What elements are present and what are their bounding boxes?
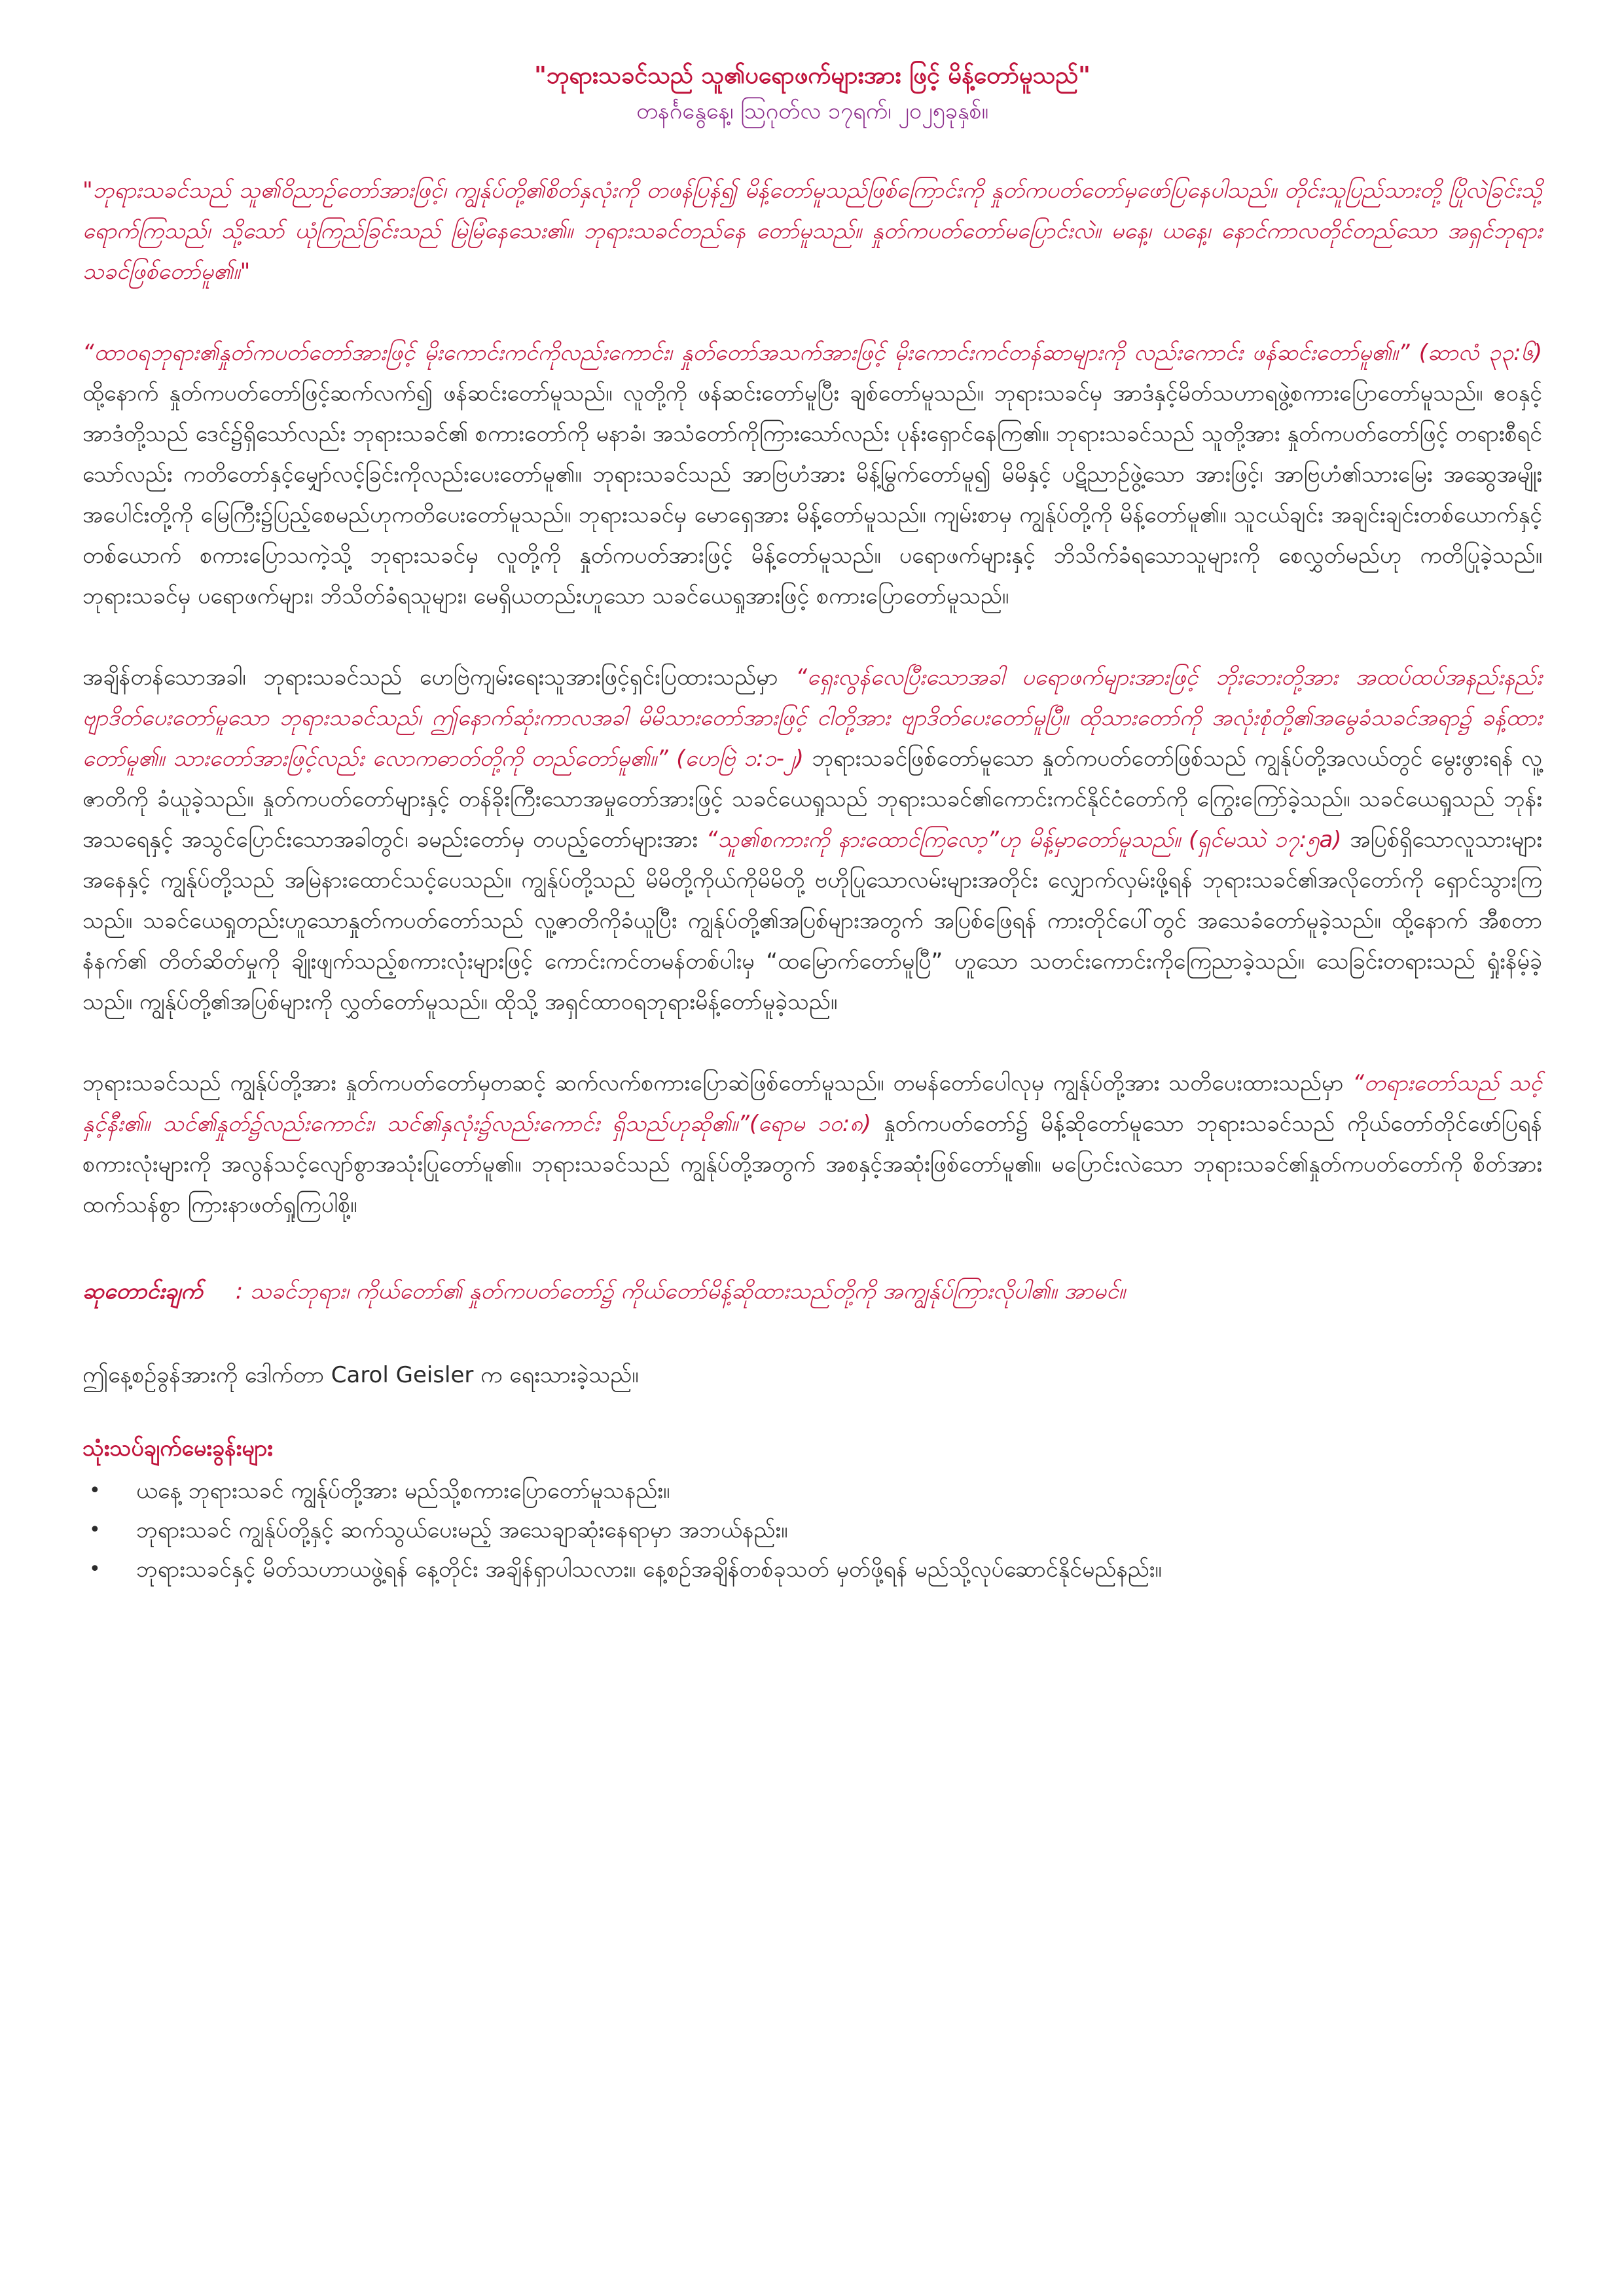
page-date: တနင်္ဂနွေနေ့၊ ဩဂုတ်လ ၁၇ရက်၊ ၂၀၂၅ခုနှစ်။: [636, 98, 988, 124]
author-line: ဤနေ့စဉ်ခွန်အားကို ဒေါက်တာ Carol Geisler က ရေးသားခဲ့သည်။: [82, 1362, 639, 1388]
reflection-question: ယနေ့ ဘုရားသခင် ကျွန်ုပ်တို့အား မည်သို့စကားပြောတော်မူသနည်း။: [136, 1478, 670, 1504]
paragraph-3-text-3: အပြစ်ရှိသောလူသားများအနေနှင့် ကျွန်ုပ်တို့သည် အမြဲနားထောင်သင့်ပေသည်။ ကျွန်ုပ်တို့သည် မိမိတို့ကိုယ်ကိုမိမိတို့ ဗဟိုပြုသောလမ်းများအတိုင်း လျှောက်လှမ်းဖို့ရန် ဘုရားသခင်၏အလိုတော်ကို ရှောင်သွားကြသည်။ သခင်ယေရှုတည်းဟူသောနှုတ်ကပတ်တော်သည် လူ့ဇာတိကိုခံယူပြီး ကျွန်ုပ်တို့၏အပြစ်များအတွက် အပြစ်ဖြေရန် ကားတိုင်ပေါ်တွင် အသေခံတော်မူခဲ့သည်။ ထို့နောက် အီစတာနံနက်၏ တိတ်ဆိတ်မှုကို ချိုးဖျက်သည့်စကားလုံးများဖြင့် ကောင်းကင်တမန်တစ်ပါးမှ “ထမြောက်တော်မူပြီ” ဟူသော သတင်းကောင်းကိုကြေညာခဲ့သည်။ သေခြင်းတရားသည် ရှုံးနိမ့်ခဲ့သည်။ ကျွန်ုပ်တို့၏အပြစ်များကို လွှတ်တော်မူသည်။ ထိုသို့ အရှင်ထာဝရဘုရားမိန့်တော်မူခဲ့သည်။: [82, 827, 1542, 1015]
list-item: [82, 1471, 1542, 1511]
bullet-icon: •: [89, 1479, 101, 1502]
prayer-label: ဆုတောင်းချက်: [82, 1278, 203, 1304]
list-item: [82, 1550, 1542, 1589]
paragraph-1: [82, 170, 1542, 292]
paragraph-3-text-1: အချိန်တန်သောအခါ၊ ဘုရားသခင်သည် ဟေဗြဲကျမ်းရေးသူအားဖြင့်ရှင်းပြထားသည်မှာ: [82, 664, 796, 691]
bullet-icon: •: [89, 1518, 101, 1541]
paragraph-2-quote: “ထာဝရဘုရား၏နှုတ်ကပတ်တော်အားဖြင့် မိုးကောင်းကင်ကိုလည်းကောင်း၊ နှုတ်တော်အသက်အားဖြင့် မိုးကောင်းကင်တန်ဆာများကို လည်းကောင်း ဖန်ဆင်းတော်မူ၏။” (ဆာလံ ၃၃:၆): [82, 340, 1542, 366]
paragraph-4-text-1: ဘုရားသခင်သည် ကျွန်ုပ်တို့အား နှုတ်ကပတ်တော်မှတဆင့် ဆက်လက်စကားပြောဆဲဖြစ်တော်မူသည်။ တမန်တော်ပေါလုမှ ကျွန်ုပ်တို့အား သတိပေးထားသည်မှာ: [82, 1070, 1353, 1096]
reflection-question: ဘုရားသခင်နှင့် မိတ်သဟာယဖွဲ့ရန် နေ့တိုင်း အချိန်ရှာပါသလား။ နေ့စဉ်အချိန်တစ်ခုသတ် မှတ်ဖို့ရန် မည်သို့လုပ်ဆောင်နိုင်မည်နည်း။: [136, 1556, 1162, 1583]
paragraph-1-quote: "ဘုရားသခင်သည် သူ၏ဝိညာဉ်တော်အားဖြင့်၊ ကျွန်ုပ်တို့၏စိတ်နှလုံးကို တဖန်ပြန်၍ မိန့်တော်မူသည်ဖြစ်ကြောင်းကို နှုတ်ကပတ်တော်မှဖော်ပြနေပါသည်။ တိုင်းသူပြည်သားတို့ ပြိုလဲခြင်းသို့ရောက်ကြသည်၊ သို့သော် ယုံကြည်ခြင်းသည် မြဲမြံနေသေး၏။ ဘုရားသခင်တည်နေ တော်မူသည်။ နှုတ်ကပတ်တော်မပြောင်းလဲ။ မနေ့၊ ယနေ့၊ နောင်ကာလတိုင်တည်သော အရှင်ဘုရားသခင်ဖြစ်တော်မူ၏။": [82, 177, 1542, 285]
paragraph-3: [82, 657, 1542, 1022]
prayer-text: : သခင်ဘုရား၊ ကိုယ်တော်၏ နှုတ်ကပတ်တော်၌ ကိုယ်တော်မိန့်ဆိုထားသည်တို့ကို အကျွန်ုပ်ကြားလိုပါ၏။ အာမင်။: [235, 1278, 1126, 1304]
paragraph-4: [82, 1063, 1542, 1225]
paragraph-4-text-2: နှုတ်ကပတ်တော်၌ မိန့်ဆိုတော်မူသော ဘုရားသခင်သည် ကိုယ်တော်တိုင်ဖော်ပြရန် စကားလုံးများကို အလွန်သင့်လျော်စွာအသုံးပြုတော်မူ၏။ ဘုရားသခင်သည် ကျွန်ုပ်တို့အတွက် အစနှင့်အဆုံးဖြစ်တော်မူ၏။ မပြောင်းလဲသော ဘုရားသခင်၏နှုတ်ကပတ်တော်ကို စိတ်အားထက်သန်စွာ ကြားနာဖတ်ရှုကြပါစို့။: [82, 1111, 1542, 1218]
paragraph-3-text-2: ဘုရားသခင်ဖြစ်တော်မူသော နှုတ်ကပတ်တော်ဖြစ်သည် ကျွန်ုပ်တို့အလယ်တွင် မွေးဖွားရန် လူ့ဇာတိကို ခံယူခဲ့သည်။ နှုတ်ကပတ်တော်များနှင့် တန်ခိုးကြီးသောအမှုတော်အားဖြင့် သခင်ယေရှုသည် ဘုရားသခင်၏ကောင်းကင်နိုင်ငံတော်ကို ကြွေးကြော်ခဲ့သည်။ သခင်ယေရှုသည် ဘုန်းအသရေနှင့် အသွင်ပြောင်းသောအခါတွင်၊ ခမည်းတော်မှ တပည့်တော်များအား: [82, 745, 1542, 853]
paragraph-4-quote: “တရားတော်သည် သင့်နှင့်နီး၏။ သင်၏နှုတ်၌လည်းကောင်း၊ သင်၏နှလုံး၌လည်းကောင်း ရှိသည်ဟုဆို၏။”(ရောမ ၁၀:၈): [82, 1070, 1542, 1137]
bullet-icon: •: [89, 1558, 101, 1581]
reflection-list: [82, 1471, 1542, 1589]
paragraph-2: [82, 332, 1542, 617]
paragraph-3-quote-1: “ရှေးလွန်လေပြီးသောအခါ ပရောဖက်များအားဖြင့် ဘိုးဘေးတို့အား အထပ်ထပ်အနည်းနည်း ဗျာဒိတ်ပေးတော်မူသော ဘုရားသခင်သည်၊ ဤနောက်ဆုံးကာလအခါ မိမိသားတော်အားဖြင့် ငါတို့အား ဗျာဒိတ်ပေးတော်မူပြီ။ ထိုသားတော်ကို အလုံးစုံတို့၏အမွေခံသခင်အရာ၌ ခန့်ထားတော်မူ၏။ သားတော်အားဖြင့်လည်း လောကဓာတ်တို့ကို တည်တော်မူ၏။” (ဟေဗြဲ ၁:၁-၂): [82, 664, 1542, 772]
paragraph-2-text: ထို့နောက် နှုတ်ကပတ်တော်ဖြင့်ဆက်လက်၍ ဖန်ဆင်းတော်မူသည်။ လူတို့ကို ဖန်ဆင်းတော်မူပြီး ချစ်တော်မူသည်။ ဘုရားသခင်မှ အာဒံနှင့်မိတ်သဟာရဖွဲ့စကားပြောတော်မူသည်။ ဧဝနှင့်အာဒံတို့သည် ဒေင်၌ရှိသော်လည်း ဘုရားသခင်၏ စကားတော်ကို မနာခံ၊ အသံတော်ကိုကြားသော်လည်း ပုန်းရှောင်နေကြ၏။ ဘုရားသခင်သည် သူတို့အား နှုတ်ကပတ်တော်ဖြင့် တရားစီရင်သော်လည်း ကတိတော်နှင့်မျှော်လင့်ခြင်းကိုလည်းပေးတော်မူ၏။ ဘုရားသခင်သည် အာဗြဟံအား မိန့်မြွက်တော်မူ၍ မိမိနှင့် ပဋိညာဉ်ဖွဲ့သော အားဖြင့်၊ အာဗြဟံ၏သားမြေး အဆွေအမျိုးအပေါင်းတို့ကို မြေကြီး၌ပြည့်စေမည်ဟုကတိပေးတော်မူသည်။ ဘုရားသခင်မှ မောရှေအား မိန့်တော်မူသည်။ ကျမ်းစာမှ ကျွန်ုပ်တို့ကို မိန့်တော်မူ၏။ သူငယ်ချင်း အချင်းချင်းတစ်ယောက်နှင့်တစ်ယောက် စကားပြောသကဲ့သို့ ဘုရားသခင်မှ လူတို့ကို နှုတ်ကပတ်အားဖြင့် မိန့်တော်မူသည်။ ပရောဖက်များနှင့် ဘိသိက်ခံရသောသူများကို စေလွှတ်မည်ဟု ကတိပြုခဲ့သည်။ ဘုရားသခင်မှ ပရောဖက်များ၊ ဘိသိတ်ခံရသူများ၊ မေရှိယတည်းဟူသော သခင်ယေရှုအားဖြင့် စကားပြောတော်မူသည်။: [82, 380, 1542, 609]
prayer: [82, 1271, 1542, 1312]
paragraph-3-quote-2: “သူ၏စကားကို နားထောင်ကြလော့”ဟု မိန့်မှာတော်မူသည်။ (ရှင်မဿဲ ၁၇:၅a): [706, 827, 1342, 853]
reflection-heading: သုံးသပ်ချက်မေးခွန်းများ: [82, 1435, 273, 1462]
reflection-question: ဘုရားသခင် ကျွန်ုပ်တို့နှင့် ဆက်သွယ်ပေးမည့် အသေချာဆုံးနေရာမှာ အဘယ်နည်း။: [136, 1517, 788, 1543]
document-body: [82, 59, 1542, 1589]
list-item: [82, 1511, 1542, 1550]
page-title: "ဘုရားသခင်သည် သူ၏ပရောဖက်များအား ဖြင့် မိန့်တော်မူသည်": [534, 62, 1091, 89]
